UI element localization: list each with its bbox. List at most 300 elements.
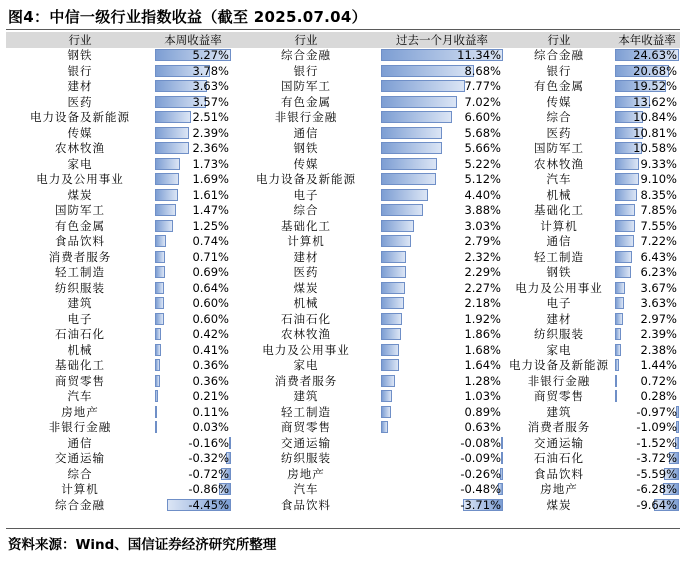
return-value: -0.72%	[188, 466, 229, 481]
return-value: 5.66%	[464, 141, 501, 156]
industry-name: 国防军工	[534, 141, 584, 156]
return-value: 3.57%	[192, 94, 229, 109]
industry-name: 电力及公用事业	[515, 280, 603, 295]
industry-name: 机械	[546, 187, 572, 202]
return-cell	[614, 250, 680, 264]
industry-name: 综合	[293, 203, 319, 218]
return-cell	[154, 405, 232, 419]
industry-name: 钢铁	[67, 48, 93, 63]
return-cell	[154, 188, 232, 202]
industry-name: 建筑	[293, 389, 319, 404]
industry-name: 通信	[67, 435, 93, 450]
data-bar	[155, 359, 160, 371]
return-cell	[380, 79, 504, 93]
return-value: 10.84%	[633, 110, 677, 125]
return-cell	[380, 126, 504, 140]
table-row	[6, 63, 680, 79]
industry-name: 综合金融	[281, 48, 331, 63]
return-value: 1.68%	[464, 342, 501, 357]
return-value: 10.81%	[633, 125, 677, 140]
industry-name: 电子	[293, 187, 319, 202]
data-bar	[381, 127, 442, 139]
data-bar	[501, 452, 503, 464]
source-note: 资料来源：Wind、国信证券经济研究所整理	[8, 537, 277, 553]
data-bar	[381, 111, 452, 123]
return-cell	[614, 467, 680, 481]
data-bar	[155, 282, 164, 294]
table-row	[6, 358, 680, 374]
table-row	[6, 249, 680, 265]
return-value: 1.03%	[464, 389, 501, 404]
return-cell	[614, 126, 680, 140]
table-row	[6, 265, 680, 281]
return-cell	[154, 64, 232, 78]
return-cell	[154, 389, 232, 403]
industry-name: 煤炭	[67, 187, 93, 202]
return-value: -0.08%	[460, 435, 501, 450]
return-cell	[614, 64, 680, 78]
return-value: 2.39%	[640, 327, 677, 342]
return-value: 0.60%	[192, 311, 229, 326]
return-value: -3.71%	[460, 497, 501, 512]
return-cell	[154, 110, 232, 124]
data-bar	[155, 142, 189, 154]
return-value: 6.43%	[640, 249, 677, 264]
return-value: 0.63%	[464, 420, 501, 435]
return-cell	[380, 451, 504, 465]
data-bar	[381, 313, 402, 325]
return-value: 8.35%	[640, 187, 677, 202]
return-cell	[154, 358, 232, 372]
data-bar	[381, 204, 423, 216]
return-cell	[154, 126, 232, 140]
return-value: 1.86%	[464, 327, 501, 342]
return-value: 3.63%	[640, 296, 677, 311]
return-cell	[614, 79, 680, 93]
table-row	[6, 48, 680, 64]
table-row	[6, 342, 680, 358]
return-value: 20.68%	[633, 63, 677, 78]
return-value: 0.21%	[192, 389, 229, 404]
table-row	[6, 451, 680, 467]
industry-name: 轻工制造	[281, 404, 331, 419]
industry-name: 建材	[546, 311, 572, 326]
industry-name: 消费者服务	[527, 420, 591, 435]
table-row	[6, 420, 680, 436]
return-cell	[380, 95, 504, 109]
return-cell	[380, 374, 504, 388]
data-bar	[501, 437, 503, 449]
data-bar	[155, 390, 158, 402]
return-cell	[614, 95, 680, 109]
industry-name: 计算机	[61, 482, 99, 497]
return-cell	[380, 203, 504, 217]
industry-name: 电子	[546, 296, 572, 311]
industry-name: 房地产	[61, 404, 99, 419]
industry-name: 非银行金融	[48, 420, 112, 435]
return-cell	[614, 157, 680, 171]
industry-name: 银行	[293, 63, 319, 78]
industry-name: 食品饮料	[55, 234, 105, 249]
return-cell	[380, 296, 504, 310]
return-value: -1.52%	[636, 435, 677, 450]
data-bar	[155, 344, 161, 356]
return-cell	[380, 389, 504, 403]
return-value: 7.77%	[464, 79, 501, 94]
data-bar	[615, 220, 635, 232]
industry-name: 电力设备及新能源	[509, 358, 609, 373]
return-value: 2.29%	[464, 265, 501, 280]
industry-name: 纺织服装	[534, 327, 584, 342]
industry-name: 非银行金融	[527, 373, 591, 388]
data-bar	[381, 344, 399, 356]
return-value: 1.47%	[192, 203, 229, 218]
data-bar	[381, 390, 392, 402]
data-bar	[155, 251, 165, 263]
industry-name: 电力及公用事业	[262, 342, 350, 357]
table-row	[6, 389, 680, 405]
return-value: 2.51%	[192, 110, 229, 125]
return-value: 7.85%	[640, 203, 677, 218]
return-cell	[614, 265, 680, 279]
return-value: 24.63%	[633, 48, 677, 63]
return-value: 2.18%	[464, 296, 501, 311]
return-value: 3.88%	[464, 203, 501, 218]
return-value: 19.52%	[633, 79, 677, 94]
return-cell	[380, 157, 504, 171]
header-weekly-return: 本周收益率	[164, 32, 222, 47]
top-rule	[6, 29, 680, 30]
return-value: 5.68%	[464, 125, 501, 140]
return-value: 9.33%	[640, 156, 677, 171]
returns-table	[6, 32, 680, 513]
return-value: 7.55%	[640, 218, 677, 233]
return-cell	[614, 358, 680, 372]
industry-name: 有色金属	[55, 218, 105, 233]
return-cell	[154, 482, 232, 496]
data-bar	[381, 80, 465, 92]
header-industry-3: 行业	[547, 32, 571, 47]
return-cell	[154, 172, 232, 186]
return-cell	[380, 358, 504, 372]
industry-name: 建材	[67, 79, 93, 94]
return-cell	[154, 250, 232, 264]
header-row	[6, 32, 680, 48]
data-bar	[615, 158, 639, 170]
industry-name: 银行	[546, 63, 572, 78]
return-cell	[614, 482, 680, 496]
return-cell	[154, 265, 232, 279]
industry-name: 建材	[293, 249, 319, 264]
industry-name: 通信	[293, 125, 319, 140]
return-cell	[614, 343, 680, 357]
industry-name: 综合	[546, 110, 572, 125]
return-value: -0.32%	[188, 451, 229, 466]
data-bar	[155, 204, 176, 216]
table-row	[6, 404, 680, 420]
return-cell	[154, 420, 232, 434]
data-bar	[155, 189, 178, 201]
industry-name: 计算机	[287, 234, 325, 249]
industry-name: 商贸零售	[281, 420, 331, 435]
data-bar	[615, 328, 621, 340]
return-value: -4.45%	[188, 497, 229, 512]
data-bar	[381, 251, 406, 263]
data-bar	[381, 359, 399, 371]
data-bar	[381, 375, 395, 387]
return-value: 0.69%	[192, 265, 229, 280]
table-row	[6, 203, 680, 219]
return-cell	[154, 312, 232, 326]
return-value: 1.28%	[464, 373, 501, 388]
return-cell	[380, 234, 504, 248]
data-bar	[615, 204, 635, 216]
table-row	[6, 79, 680, 95]
industry-name: 医药	[67, 94, 93, 109]
return-cell	[614, 374, 680, 388]
return-cell	[154, 157, 232, 171]
data-bar	[381, 421, 388, 433]
return-value: -5.59%	[636, 466, 677, 481]
return-cell	[614, 48, 680, 62]
industry-name: 家电	[67, 156, 93, 171]
industry-name: 电力设备及新能源	[30, 110, 130, 125]
return-cell	[380, 110, 504, 124]
return-value: 2.97%	[640, 311, 677, 326]
return-value: 5.12%	[464, 172, 501, 187]
industry-name: 房地产	[540, 482, 578, 497]
return-value: 1.64%	[464, 358, 501, 373]
industry-name: 非银行金融	[274, 110, 338, 125]
return-value: 0.36%	[192, 358, 229, 373]
industry-name: 传媒	[546, 94, 572, 109]
data-bar	[381, 297, 404, 309]
data-bar	[615, 313, 623, 325]
industry-name: 建筑	[67, 296, 93, 311]
return-cell	[380, 188, 504, 202]
table-row	[6, 234, 680, 250]
table-row	[6, 110, 680, 126]
return-value: -1.09%	[636, 420, 677, 435]
return-value: 0.72%	[640, 373, 677, 388]
return-cell	[614, 498, 680, 512]
data-bar	[155, 421, 157, 433]
return-cell	[614, 219, 680, 233]
industry-name: 煤炭	[293, 280, 319, 295]
return-cell	[614, 327, 680, 341]
return-value: 0.41%	[192, 342, 229, 357]
return-cell	[154, 219, 232, 233]
return-cell	[380, 343, 504, 357]
industry-name: 石油石化	[281, 311, 331, 326]
data-bar	[381, 189, 428, 201]
industry-name: 医药	[293, 265, 319, 280]
return-cell	[154, 95, 232, 109]
return-cell	[154, 467, 232, 481]
industry-name: 基础化工	[534, 203, 584, 218]
industry-name: 消费者服务	[48, 249, 112, 264]
industry-name: 机械	[67, 342, 93, 357]
data-bar	[615, 390, 617, 402]
return-value: -0.86%	[188, 482, 229, 497]
return-value: 1.61%	[192, 187, 229, 202]
return-cell	[614, 420, 680, 434]
table-row	[6, 156, 680, 172]
return-cell	[154, 451, 232, 465]
data-bar	[381, 406, 391, 418]
return-cell	[154, 281, 232, 295]
return-value: 1.73%	[192, 156, 229, 171]
return-value: 8.68%	[464, 63, 501, 78]
industry-name: 轻工制造	[55, 265, 105, 280]
industry-name: 汽车	[293, 482, 319, 497]
return-value: 10.58%	[633, 141, 677, 156]
return-value: 5.22%	[464, 156, 501, 171]
data-bar	[155, 406, 157, 418]
industry-name: 银行	[67, 63, 93, 78]
return-value: 2.36%	[192, 141, 229, 156]
return-value: 0.03%	[192, 420, 229, 435]
return-cell	[614, 312, 680, 326]
industry-name: 石油石化	[534, 451, 584, 466]
data-bar	[155, 173, 179, 185]
data-bar	[615, 173, 639, 185]
industry-name: 轻工制造	[534, 249, 584, 264]
industry-name: 传媒	[293, 156, 319, 171]
header-monthly-return: 过去一个月收益率	[396, 32, 488, 47]
data-bar	[381, 282, 405, 294]
industry-name: 国防军工	[281, 79, 331, 94]
data-bar	[381, 220, 414, 232]
return-cell	[380, 467, 504, 481]
industry-name: 商贸零售	[55, 373, 105, 388]
table-row	[6, 311, 680, 327]
industry-name: 通信	[546, 234, 572, 249]
return-value: 2.27%	[464, 280, 501, 295]
data-bar	[155, 158, 180, 170]
figure-title: 图4：中信一级行业指数收益（截至 2025.07.04）	[8, 8, 367, 26]
return-value: 0.74%	[192, 234, 229, 249]
return-value: 2.32%	[464, 249, 501, 264]
return-cell	[614, 436, 680, 450]
return-value: 0.60%	[192, 296, 229, 311]
return-cell	[380, 281, 504, 295]
table-row	[6, 482, 680, 498]
return-value: 0.11%	[192, 404, 229, 419]
industry-name: 机械	[293, 296, 319, 311]
return-cell	[154, 327, 232, 341]
bottom-rule	[6, 528, 680, 529]
return-cell	[614, 451, 680, 465]
data-bar	[615, 266, 631, 278]
return-cell	[380, 312, 504, 326]
header-industry-1: 行业	[68, 32, 92, 47]
table-row	[6, 187, 680, 203]
data-bar	[155, 127, 189, 139]
return-value: 7.02%	[464, 94, 501, 109]
return-value: -3.72%	[636, 451, 677, 466]
return-cell	[380, 48, 504, 62]
data-bar	[155, 328, 161, 340]
return-value: 0.42%	[192, 327, 229, 342]
data-bar	[381, 142, 442, 154]
data-bar	[155, 235, 166, 247]
data-bar	[615, 251, 632, 263]
return-cell	[614, 172, 680, 186]
industry-name: 农林牧渔	[534, 156, 584, 171]
return-value: 1.44%	[640, 358, 677, 373]
data-bar	[615, 235, 634, 247]
industry-name: 食品饮料	[281, 497, 331, 512]
table-row	[6, 218, 680, 234]
industry-name: 农林牧渔	[55, 141, 105, 156]
industry-name: 交通运输	[281, 435, 331, 450]
return-cell	[154, 343, 232, 357]
data-bar	[381, 235, 411, 247]
data-bar	[229, 437, 231, 449]
return-value: 0.71%	[192, 249, 229, 264]
return-cell	[380, 482, 504, 496]
return-cell	[154, 79, 232, 93]
industry-name: 家电	[546, 342, 572, 357]
return-value: 2.39%	[192, 125, 229, 140]
return-cell	[614, 296, 680, 310]
return-value: -0.48%	[460, 482, 501, 497]
industry-name: 房地产	[287, 466, 325, 481]
table-row	[6, 280, 680, 296]
industry-name: 纺织服装	[281, 451, 331, 466]
table-row	[6, 497, 680, 513]
industry-name: 钢铁	[293, 141, 319, 156]
data-bar	[155, 220, 173, 232]
return-cell	[154, 374, 232, 388]
industry-name: 钢铁	[546, 265, 572, 280]
return-value: 0.36%	[192, 373, 229, 388]
industry-name: 传媒	[67, 125, 93, 140]
data-bar	[615, 375, 617, 387]
industry-name: 基础化工	[55, 358, 105, 373]
data-bar	[155, 375, 160, 387]
industry-name: 消费者服务	[274, 373, 338, 388]
industry-name: 煤炭	[546, 497, 572, 512]
table-row	[6, 327, 680, 343]
industry-name: 交通运输	[55, 451, 105, 466]
return-cell	[154, 498, 232, 512]
table-row	[6, 172, 680, 188]
industry-name: 综合金融	[55, 497, 105, 512]
industry-name: 汽车	[546, 172, 572, 187]
return-cell	[380, 219, 504, 233]
industry-name: 国防军工	[55, 203, 105, 218]
industry-name: 基础化工	[281, 218, 331, 233]
return-cell	[380, 420, 504, 434]
data-bar	[615, 189, 637, 201]
data-bar	[381, 266, 406, 278]
return-cell	[614, 405, 680, 419]
return-cell	[154, 296, 232, 310]
header-industry-2: 行业	[294, 32, 318, 47]
return-cell	[614, 281, 680, 295]
return-cell	[154, 48, 232, 62]
return-cell	[380, 327, 504, 341]
table-row	[6, 373, 680, 389]
return-cell	[614, 203, 680, 217]
return-cell	[380, 405, 504, 419]
table-row	[6, 296, 680, 312]
return-cell	[614, 389, 680, 403]
return-value: 1.25%	[192, 218, 229, 233]
industry-name: 纺织服装	[55, 280, 105, 295]
